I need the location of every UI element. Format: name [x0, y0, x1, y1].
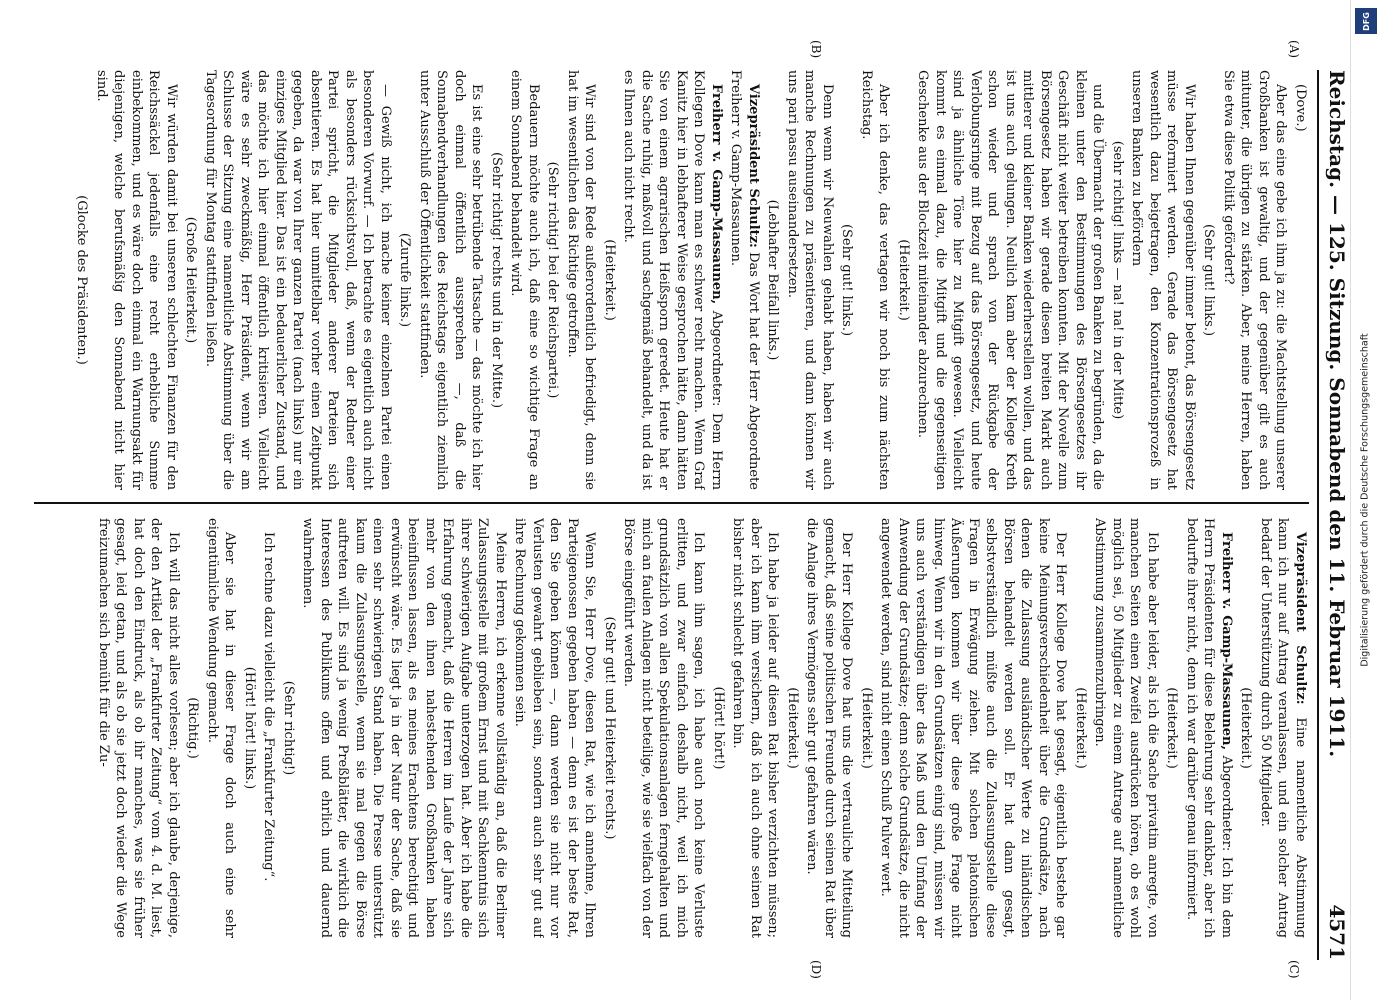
interjection [710, 518, 728, 938]
paragraph-text: Wir würden damit bei unseren schlechten Finanzen für den Reichssäckel jedenfalls eine recht erhebliche Summe einbekommen, und es wäre doch einmal ein Warnungsakt für diejenigen, welche berufsmäßig den Sonnabend nicht hier sind. [94, 70, 179, 490]
interjection [544, 70, 562, 490]
paragraph-text: Ich kann ihm sagen, ich habe auch noch keine Verluste erlitten, und zwar einfach deshalb nicht, weil ich mich grundsätzlich von allen Spekulationsanlagen ferngehalten und mich an faulen Anlagen nicht beteilige, wie sie vielfach von der Börse eingeführt werden. [621, 518, 707, 938]
paragraph-text: (Hört! hört! links.) [242, 666, 257, 790]
paragraph [260, 518, 278, 938]
interjection [73, 70, 91, 490]
speaker-name: Freiherr v. Gamp-Massaunen, [709, 84, 724, 305]
paragraph [729, 518, 782, 938]
paragraph [620, 518, 708, 938]
paragraph [564, 70, 599, 490]
paragraph-text: Ich rechne dazu vielleicht die „Frankfurter Zeitung“. [261, 532, 277, 882]
interjection [488, 70, 506, 490]
paragraph-text: Ich habe aber leider, als ich die Sache privatim anregte, von manchen Seiten einen Zweifel ausdrücken hören, ob es wohl möglich sei, 50 Mitglieder zu einem Antrage auf namentliche Abstimmung zusammenzubringen. [1092, 518, 1160, 938]
column-divider [34, 502, 1309, 504]
paragraph-text: Wir haben Ihnen gegenüber immer betont, das Börsengesetz müsse reformiert werden. Gerade das Börsengesetz hat wesentlich dazu beigetragen, den Konzentrationsprozeß in unseren Banken zu befördern [1129, 70, 1197, 490]
paragraph [784, 70, 837, 490]
paragraph [93, 70, 181, 490]
paragraph-text: (Heiterkeit.) [1073, 687, 1088, 769]
paragraph-text: Abgeordneter: Ich bin dem Herrn Präsidenten für diese Belehrung sehr dankbar, aber ich bedurfte ihrer nicht, denn ich war darüber genau informiert. [1184, 518, 1234, 938]
interjection [764, 70, 782, 490]
interjection [184, 518, 202, 938]
paragraph [1292, 70, 1310, 490]
paragraph-text: Bedauern möchte auch ich, daß eine so wichtige Frage an einem Sonnabend behandelt wird. [508, 70, 541, 490]
digitization-note-text: Digitalisierung gefördert durch die Deutsche Forschungsgemeinschaft [1359, 333, 1371, 667]
paragraph-text: Es ist eine sehr betrübende Tatsache — das möchte ich hier doch einmal öffentlich aussprechen —, daß die Sonnabendverhandlungen des Reichstags eigentlich ziemlich unter Ausschluß der Öffentlichkeit stattfinden. [417, 70, 485, 490]
paragraph [1183, 518, 1236, 938]
dfg-logo: DFG [1355, 8, 1377, 34]
paragraph-text: (Glocke des Präsidenten.) [74, 195, 90, 365]
interjection [838, 70, 856, 490]
paragraph-text: Wenn Sie, Herr Dove, diesen Rat, wie ich annehme, Ihren Parteigenossen gegeben haben — denn es ist der beste Rat, den Sie geben können —, dann werden sie nicht nur vor Verlusten gewahrt geblieben sein, sondern auch sehr gut auf ihre Rechnung gekommen sein. [512, 518, 598, 938]
paragraph [803, 518, 856, 938]
paragraph [1220, 70, 1290, 490]
paragraph [727, 70, 762, 490]
paragraph-text: (Hört! hört!) [711, 686, 726, 770]
paragraph-text: Aber das eine gebe ich ihm ja zu: die Machtstellung unserer Großbanken ist gewaltig, und der gegenüber gilt es auch mitunter, die übrigen zu stärken. Aber, meine Herren, haben Sie etwa diese Politik gefördert? [1221, 70, 1289, 490]
paragraph-text: — Gewiß nicht, ich mache keiner einzelnen Partei einen besonderen Vorwurf. — Ich betrachte es eigentlich auch nicht als besonders rücksichtsvoll, daß, wenn der Redner einer Partei spricht, die Mitglieder anderer Parteien sich absentieren. Es hat hier unmittelbar vorher einen Zeitpunkt gegeben, da war von Ihrer ganzen Partei (nach links) nur ein einziges Mitglied hier. Das ist ein bedauerlicher Zustand, und das möchte ich hier einmal öffentlich kritisieren. Vielleicht wäre es sehr zweckmäßig, Herr Präsident, wenn wir am Schlusse der Sitzung eine namentliche Abstimmung über die Tagesordnung für Montag stattfinden ließen. [203, 70, 393, 490]
page-number: 4571 [1325, 904, 1349, 960]
interjection [280, 518, 298, 938]
paragraph [416, 70, 486, 490]
paragraph-text: Ich will das nicht alles vorlesen; aber ich glaube, derjenige, der den Artikel der „Frankfurter Zeitung“ vom 4. d. M. liest, hat doch den Eindruck, als ob ihr manches, was sie früher gesagt, leid getan, und als ob sie jetzt doch wieder die Wege freizumachen sich bemüht für die Zu- [96, 518, 181, 938]
interjection [784, 518, 802, 938]
paragraph [858, 70, 893, 490]
interjection [601, 70, 619, 490]
interjection [1072, 518, 1090, 938]
margin-mark-d: (D) [809, 960, 823, 979]
paragraph-text: (Sehr gut! links.) [1201, 223, 1217, 337]
paragraph-text: (Heiterkeit.) [785, 687, 800, 769]
margin-mark-c: (C) [1287, 960, 1301, 979]
paragraph-text: Aber sie hat in dieser Frage doch auch eine sehr eigentümliche Wendung gemacht. [205, 518, 238, 938]
paragraph [95, 518, 183, 938]
paragraph [620, 70, 725, 490]
paragraph [511, 518, 599, 938]
speaker-name: Vizepräsident Schultz: [746, 84, 761, 248]
paragraph [877, 518, 1070, 938]
interjection [895, 70, 913, 490]
paragraph-text: Ich habe ja leider auf diesen Rat bisher verzichten müssen; aber ich kann ihm versichern, daß ich auch ohne seinen Rat bisher nicht schlecht gefahren bin. [730, 518, 781, 938]
paragraph-text: (Heiterkeit.) [1164, 687, 1180, 769]
margin-mark-a: (A) [1287, 40, 1301, 59]
paragraph-text: (Große Heiterkeit.) [183, 216, 199, 344]
paragraph-text: (Sehr gut! und Heiterkeit rechts.) [602, 616, 617, 840]
right-column [34, 518, 1309, 938]
paragraph-text: Denn wenn wir Neuwahlen gehabt haben, haben wir auch manche Rechnungen zu präsentieren, und dann können wir uns pari passu auseinandersetzen. [785, 70, 835, 490]
paragraph-text: (Dove.) [1293, 84, 1308, 132]
speaker-name: Freiherr v. Gamp-Massaunen, [1219, 532, 1234, 750]
paragraph [1091, 518, 1161, 938]
interjection [1163, 518, 1181, 938]
paragraph-text: Der Herr Kollege Dove hat gesagt, eigentlich bestehe gar keine Meinungsverschiedenheit über die Grundsätze, nach denen die Zulassung ausländischer Werte zu inländischen Börsen behandelt werden soll. Er hat dann gesagt, selbstverständlich müßte auch die Zulassungsstelle diese Fragen in Erwägung ziehen. Mit solchen platonischen Äußerungen kommen wir über diese große Frage nicht hinweg. Wenn wir in den Grundsätzen einig sind, müssen wir uns auch verständigen über das Maß und den Umfang der Anwendung der Grundsätze; denn solche Grundsätze, die nicht angewendet werden, sind nicht einen Schuß Pulver wert. [878, 518, 1069, 938]
paragraph [507, 70, 542, 490]
paragraph-text: Eine namentliche Abstimmung kann ich nur auf Antrag veranlassen, und ein solcher Antrag bedarf der Unterstützung durch 50 Mitglieder. [1258, 518, 1308, 938]
interjection [182, 70, 200, 490]
paragraph [299, 518, 509, 938]
paragraph-text: Abgeordneter: Dem Herrn Kollegen Dove kann man es schwer recht machen. Wenn Graf Kanitz hier in lebhafterer Weise gesprochen hätte, dann hätten Sie von einem agrarischen Heißsporn geredet. Heute hat er die Sache ruhig, maßvoll und sachgemäß behandelt, und da ist es Ihnen auch nicht recht. [621, 70, 724, 490]
paragraph-text: (Lebhafter Beifall links.) [765, 199, 781, 361]
paragraph-text: (Sehr richtig! rechts und in der Mitte.) [489, 151, 504, 409]
paragraph-text: (Richtig.) [185, 697, 201, 759]
paragraph-text: (Heiterkeit.) [859, 687, 874, 769]
interjection [1237, 518, 1255, 938]
paragraph [1257, 518, 1310, 938]
paragraph-text: und die Übermacht der großen Banken zu begründen, da die kleinen unter den Bestimmungen des Börsengesetzes ihr Geschäft nicht weiter betreiben konnten. Mit der Novelle zum Börsengesetz haben wir gerade diesen breiten Markt auch mittlerer und kleiner Banken wiederherstellen wollen, und das ist uns auch gelungen. Neulich kam aber der Kollege Kreth schon wieder und sprach von der Rückgabe der Verlobungsringe mit Bezug auf das Börsengesetz, und heute sind ja ähnliche Töne hier zu Mitgift gewesen. Vielleicht kommt es einmal dazu, die Mitgift und die gegenseitigen Geschenke aus der Blockzeit miteinander abzurechnen. [915, 70, 1106, 490]
interjection [396, 70, 414, 490]
digitization-note [1350, 0, 1381, 1000]
margin-mark-b: (B) [809, 40, 823, 59]
interjection [858, 518, 876, 938]
left-column [34, 70, 1309, 490]
paragraph [1128, 70, 1198, 490]
paragraph-text: Wir sind von der Rede außerordentlich befriedigt, denn sie hat im wesentlichen das Richtige getroffen. [565, 70, 598, 490]
interjection [1200, 70, 1218, 490]
paragraph [204, 518, 239, 938]
paragraph-text: Meine Herren, ich erkenne vollständig an, daß die Berliner Zulassungsstelle mit großem Ernst und mit Sachkenntnis sich ihrer schwierigen Aufgabe unterzogen hat. Aber ich habe die Erfahrung gemacht, daß die Herren im Laufe der Jahre sich mehr von den ihnen nahestehenden Großbanken haben beeinflussen lassen, als es meines Erachtens berechtigt und erwünscht wäre. Es liegt ja in der Natur der Sache, daß sie einen sehr schwierigen Stand haben. Die Presse unterstützt kaum die Zulassungsstelle, wenn sie mal gegen die Börse auftreten will. Es sind ja wenig Preßblätter, die wirklich die Interessen des Publikums offen und ehrlich und dauernd wahrnehmen. [300, 518, 508, 938]
paragraph [914, 70, 1107, 490]
paragraph [202, 70, 395, 490]
header-title: Reichstag. — 125. Sitzung. Sonnabend den 11. Februar 1911. [1325, 70, 1349, 758]
interjection [601, 518, 619, 938]
paragraph-text: (sehr richtig! links — na! na! in der Mitte) [1110, 140, 1125, 420]
paragraph-text: Das Wort hat der Herr Abgeordnete Freiherr v. Gamp-Massaunen. [728, 70, 761, 490]
interjection [241, 518, 259, 938]
speaker-name: Vizepräsident Schultz: [1293, 532, 1308, 705]
paragraph-text: Der Herr Kollege Dove hat uns die vertrauliche Mitteilung gemacht, daß seine politischen Freunde durch seinen Rat über die Anlage ihres Vermögens sehr gut gefahren wären. [804, 518, 855, 938]
paragraph-text: Aber ich denke, das vertagen wir noch bis zum nächsten Reichstag. [859, 70, 892, 490]
paragraph-text: (Heiterkeit.) [896, 239, 911, 321]
paragraph-text: (Sehr richtig! bei der Reichspartei.) [545, 161, 561, 399]
paragraph-text: (Heiterkeit.) [1238, 687, 1254, 769]
paragraph-text: (Zurufe links.) [397, 232, 413, 328]
paragraph-text: (Sehr gut! links.) [839, 223, 855, 337]
interjection [1109, 70, 1127, 490]
paragraph-text: (Heiterkeit.) [602, 239, 617, 321]
paragraph-text: (Sehr richtig!) [281, 680, 296, 776]
